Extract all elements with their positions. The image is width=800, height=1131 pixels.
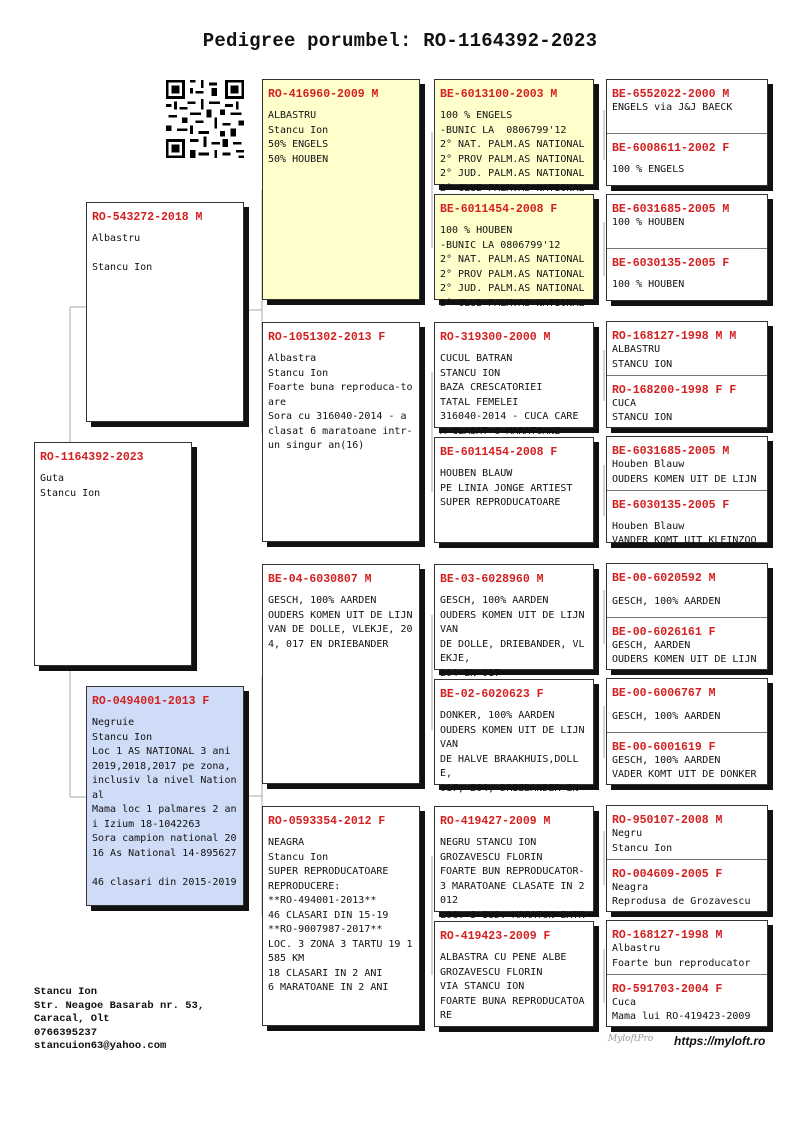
great-grandparent-ring: BE-03-6028960 M — [440, 573, 544, 586]
ancestor-ring: BE-00-6026161 F — [612, 625, 716, 639]
grandparent-card-3[interactable] — [262, 564, 420, 784]
dam-text: Negruie Stancu Ion Loc 1 AS NATIONAL 3 ani 2019,2018,2017 pe zona, inclusiv la nivel National Mama loc 1 palmares 2 ani Izium 18-1042263 Sora campion national 2016 As National 14-895627 46 clasari din 2015-2019 — [92, 717, 237, 888]
owner-city: Caracal, Olt — [34, 1013, 110, 1025]
ancestor-ring: BE-6030135-2005 F — [612, 256, 730, 270]
ancestor-pair-card-2[interactable] — [606, 194, 768, 301]
grandparent-card-4[interactable] — [262, 806, 420, 1026]
great-grandparent-card-7[interactable] — [434, 806, 594, 921]
great-grandparent-ring: RO-419427-2009 M — [440, 815, 551, 828]
subject-ring: RO-1164392-2023 — [40, 451, 144, 464]
great-grandparent-ring: BE-6013100-2003 M — [440, 88, 558, 101]
ancestor-pair-card-4[interactable] — [606, 436, 768, 546]
ancestor-ring: BE-6552022-2000 M — [612, 88, 730, 101]
ancestor-ring: RO-168127-1998 M M — [612, 330, 737, 343]
ancestor-text: GESCH, AARDEN OUDERS KOMEN UIT DE LIJN — [612, 639, 757, 665]
ancestor-ring: BE-00-6020592 M — [612, 572, 716, 585]
great-grandparent-ring: BE-6011454-2008 F — [440, 446, 558, 459]
great-grandparent-ring: RO-319300-2000 M — [440, 331, 551, 344]
great-grandparent-text: NEGRU STANCU ION GROZAVESCU FLORIN FOARTE BUN REPRODUCATOR-3 MARATOANE CLASATE IN 2012 LOC. 3 IUD. MARATON EXTR — [440, 837, 585, 921]
ancestor-text: GESCH, 100% AARDEN — [612, 711, 721, 722]
ancestor-text: Houben Blauw VANDER KOMT UIT KLEINZOO — [612, 520, 757, 546]
ancestor-text: Albastru Foarte bun reproducator — [612, 943, 751, 969]
sire-card[interactable] — [86, 202, 244, 422]
ancestor-ring: BE-00-6006767 M — [612, 687, 716, 700]
ancestor-pair-card-7[interactable] — [606, 805, 768, 912]
great-grandparent-card-3[interactable] — [434, 322, 594, 437]
great-grandparent-text: HOUBEN BLAUW PE LINIA JONGE ARTIEST SUPER REPRODUCATOARE — [440, 468, 573, 508]
ancestor-ring: BE-6031685-2005 M — [612, 203, 730, 216]
ancestor-ring: RO-168200-1998 F F — [612, 383, 737, 397]
great-grandparent-text: ALBASTRA CU PENE ALBE GROZAVESCU FLORIN VIA STANCU ION FOARTE BUNA REPRODUCATOARE — [440, 952, 585, 1021]
page-title: Pedigree porumbel: RO-1164392-2023 — [202, 30, 598, 52]
grandparent-ring: RO-0593354-2012 F — [268, 815, 386, 828]
ancestor-pair-card-3[interactable] — [606, 321, 768, 428]
ancestor-ring: BE-6030135-2005 F — [612, 498, 730, 512]
ancestor-text: 100 % HOUBEN — [612, 278, 685, 290]
ancestor-text: ALBASTRU STANCU ION — [612, 344, 673, 370]
owner-name: Stancu Ion — [34, 986, 98, 998]
ancestor-pair-card-5[interactable] — [606, 563, 768, 670]
grandparent-card-2[interactable] — [262, 322, 420, 542]
great-grandparent-text: DONKER, 100% AARDEN OUDERS KOMEN UIT DE LIJN VAN DE HALVE BRAAKHUIS,DOLLE, 017, 204, DRIEBANDER EN — [440, 710, 585, 794]
great-grandparent-card-6[interactable] — [434, 679, 594, 794]
great-grandparent-text: GESCH, 100% AARDEN OUDERS KOMEN UIT DE LIJN VAN DE DOLLE, DRIEBANDER, VLEKJE, 204 EN 017 — [440, 595, 585, 679]
sire-ring: RO-543272-2018 M — [92, 211, 203, 224]
grandparent-text: GESCH, 100% AARDEN OUDERS KOMEN UIT DE LIJN VAN DE DOLLE, VLEKJE, 204, 017 EN DRIEBANDER — [268, 595, 413, 650]
ancestor-text: GESCH, 100% AARDEN — [612, 596, 721, 607]
myloft-logo: MyloftPro — [608, 1034, 654, 1044]
ancestor-text: CUCA STANCU ION — [612, 397, 673, 423]
subject-text: Guta Stancu Ion — [40, 473, 101, 499]
ancestor-text: Houben Blauw OUDERS KOMEN UIT DE LIJN — [612, 459, 757, 485]
subject-card[interactable] — [34, 442, 192, 666]
great-grandparent-card-1[interactable] — [434, 79, 594, 194]
ancestor-text: ENGELS via J&J BAECK — [612, 102, 733, 113]
owner-email[interactable]: stancuion63@yahoo.com — [34, 1040, 167, 1052]
ancestor-text: Cuca Mama lui RO-419423-2009 — [612, 996, 751, 1022]
grandparent-ring: RO-1051302-2013 F — [268, 331, 386, 344]
grandparent-card-1[interactable] — [262, 79, 420, 300]
dam-card[interactable] — [86, 686, 244, 906]
grandparent-text: NEAGRA Stancu Ion SUPER REPRODUCATOARE REPRODUCERE: **RO-494001-2013** 46 CLASARI DIN 15-19 **RO-9007987-2017** LOC. 3 ZONA 3 TARTU 19 1585 KM 18 CLASARI IN 2 ANI 6 MARATOANE IN 2 ANI — [268, 837, 413, 993]
ancestor-text: 100 % ENGELS — [612, 163, 685, 175]
ancestor-pair-card-8[interactable] — [606, 920, 768, 1027]
sire-text: Albastru Stancu Ion — [92, 233, 153, 273]
ancestor-ring: BE-6008611-2002 F — [612, 141, 730, 155]
great-grandparent-ring: BE-02-6020623 F — [440, 688, 544, 701]
ancestor-pair-card-1[interactable] — [606, 79, 768, 186]
ancestor-ring: BE-6031685-2005 M — [612, 445, 730, 458]
qr-code-icon — [166, 80, 244, 158]
ancestor-ring: RO-004609-2005 F — [612, 867, 723, 881]
great-grandparent-text: CUCUL BATRAN STANCU ION BAZA CRESCATORIEI TATAL FEMELEI 316040-2014 - CUCA CARE A CLASAT 6 MARATOANE — [440, 353, 579, 437]
grandparent-text: ALBASTRU Stancu Ion 50% ENGELS 50% HOUBEN — [268, 110, 329, 165]
ancestor-text: Neagra Reprodusa de Grozavescu — [612, 881, 751, 907]
great-grandparent-text: 100 % HOUBEN -BUNIC LA 0806799'12 2° NAT. PALM.AS NATIONAL 2° PROV PALM.AS NATIONAL 2° JUD. PALM.AS NATIONAL 2° CLUB PALM.AS NATIONAL — [440, 225, 585, 309]
website-link[interactable]: https://myloft.ro — [674, 1034, 766, 1048]
owner-address: Str. Neagoe Basarab nr. 53, — [34, 999, 205, 1012]
great-grandparent-ring: RO-419423-2009 F — [440, 930, 551, 943]
ancestor-pair-card-6[interactable] — [606, 678, 768, 785]
ancestor-ring: RO-168127-1998 M — [612, 929, 723, 942]
dam-ring: RO-0494001-2013 F — [92, 695, 210, 708]
grandparent-ring: BE-04-6030807 M — [268, 573, 372, 586]
ancestor-text: Negru Stancu Ion — [612, 828, 673, 854]
grandparent-ring: RO-416960-2009 M — [268, 88, 379, 101]
great-grandparent-text: 100 % ENGELS -BUNIC LA 0806799'12 2° NAT. PALM.AS NATIONAL 2° PROV PALM.AS NATIONAL 2° JUD. PALM.AS NATIONAL 2° CLUB PALM.AS NATIONAL — [440, 110, 585, 194]
ancestor-ring: BE-00-6001619 F — [612, 740, 716, 754]
great-grandparent-card-4[interactable] — [434, 437, 594, 543]
grandparent-text: Albastra Stancu Ion Foarte buna reproduca-toare Sora cu 316040-2014 - a clasat 6 maratoane intr-un singur an(16) — [268, 353, 413, 451]
great-grandparent-ring: BE-6011454-2008 F — [440, 203, 558, 216]
ancestor-text: GESCH, 100% AARDEN VADER KOMT UIT DE DONKER — [612, 754, 757, 780]
great-grandparent-card-8[interactable] — [434, 921, 594, 1027]
owner-info — [34, 986, 204, 1054]
great-grandparent-card-2[interactable] — [434, 194, 594, 309]
ancestor-text: 100 % HOUBEN — [612, 217, 685, 228]
ancestor-ring: RO-950107-2008 M — [612, 814, 723, 827]
owner-phone: 0766395237 — [34, 1026, 98, 1039]
great-grandparent-card-5[interactable] — [434, 564, 594, 679]
ancestor-ring: RO-591703-2004 F — [612, 982, 723, 996]
